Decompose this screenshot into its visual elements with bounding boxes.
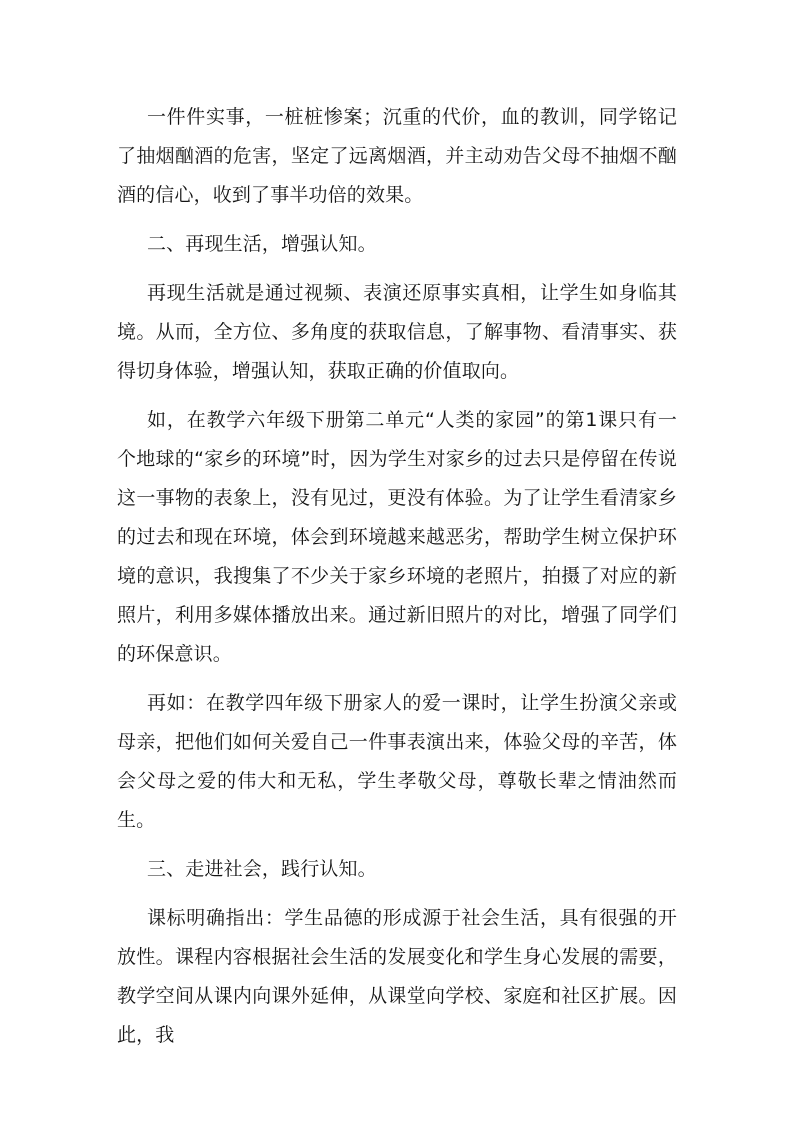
paragraph-anecdote-conclusion: 一件件实事，一桩桩惨案；沉重的代价，血的教训，同学铭记了抽烟酗酒的危害，坚定了远离烟酒，并主动劝告父母不抽烟不酗酒的信心，收到了事半功倍的效果。 [117, 106, 677, 206]
paragraph-example-grade6: 如，在教学六年级下册第二单元“人类的家园”的第1课只有一个地球的“家乡的环境”时，因为学生对家乡的过去只是停留在传说这一事物的表象上，没有见过，更没有体验。为了让学生看清家乡的过去和现在环境，体会到环境越来越恶劣，帮助学生树立保护环境的意识，我搜集了不少关于家乡环境的老照片，拍摄了对应的新照片，利用多媒体播放出来。通过新旧照片的对比，增强了同学们的环保意识。 [117, 409, 677, 665]
document-body [117, 98, 677, 1065]
section-heading-2: 二、再现生活，增强认知。 [147, 233, 377, 255]
paragraph-curriculum-standard: 课标明确指出：学生品德的形成源于社会生活，具有很强的开放性。课程内容根据社会生活的发展变化和学生身心发展的需要，教学空间从课内向课外延伸，从课堂向学校、家庭和社区扩展。因此，我 [117, 907, 677, 1046]
paragraph-recreate-life: 再现生活就是通过视频、表演还原事实真相，让学生如身临其境。从而，全方位、多角度的获取信息，了解事物、看清事实、获得切身体验，增强认知，获取正确的价值取向。 [117, 282, 677, 382]
section-heading-3: 三、走进社会，践行认知。 [147, 858, 377, 880]
paragraph-example-grade4: 再如：在教学四年级下册家人的爱一课时，让学生扮演父亲或母亲，把他们如何关爱自己一件事表演出来，体验父母的辛苦，体会父母之爱的伟大和无私，学生孝敬父母，尊敬长辈之情油然而生。 [117, 692, 677, 831]
